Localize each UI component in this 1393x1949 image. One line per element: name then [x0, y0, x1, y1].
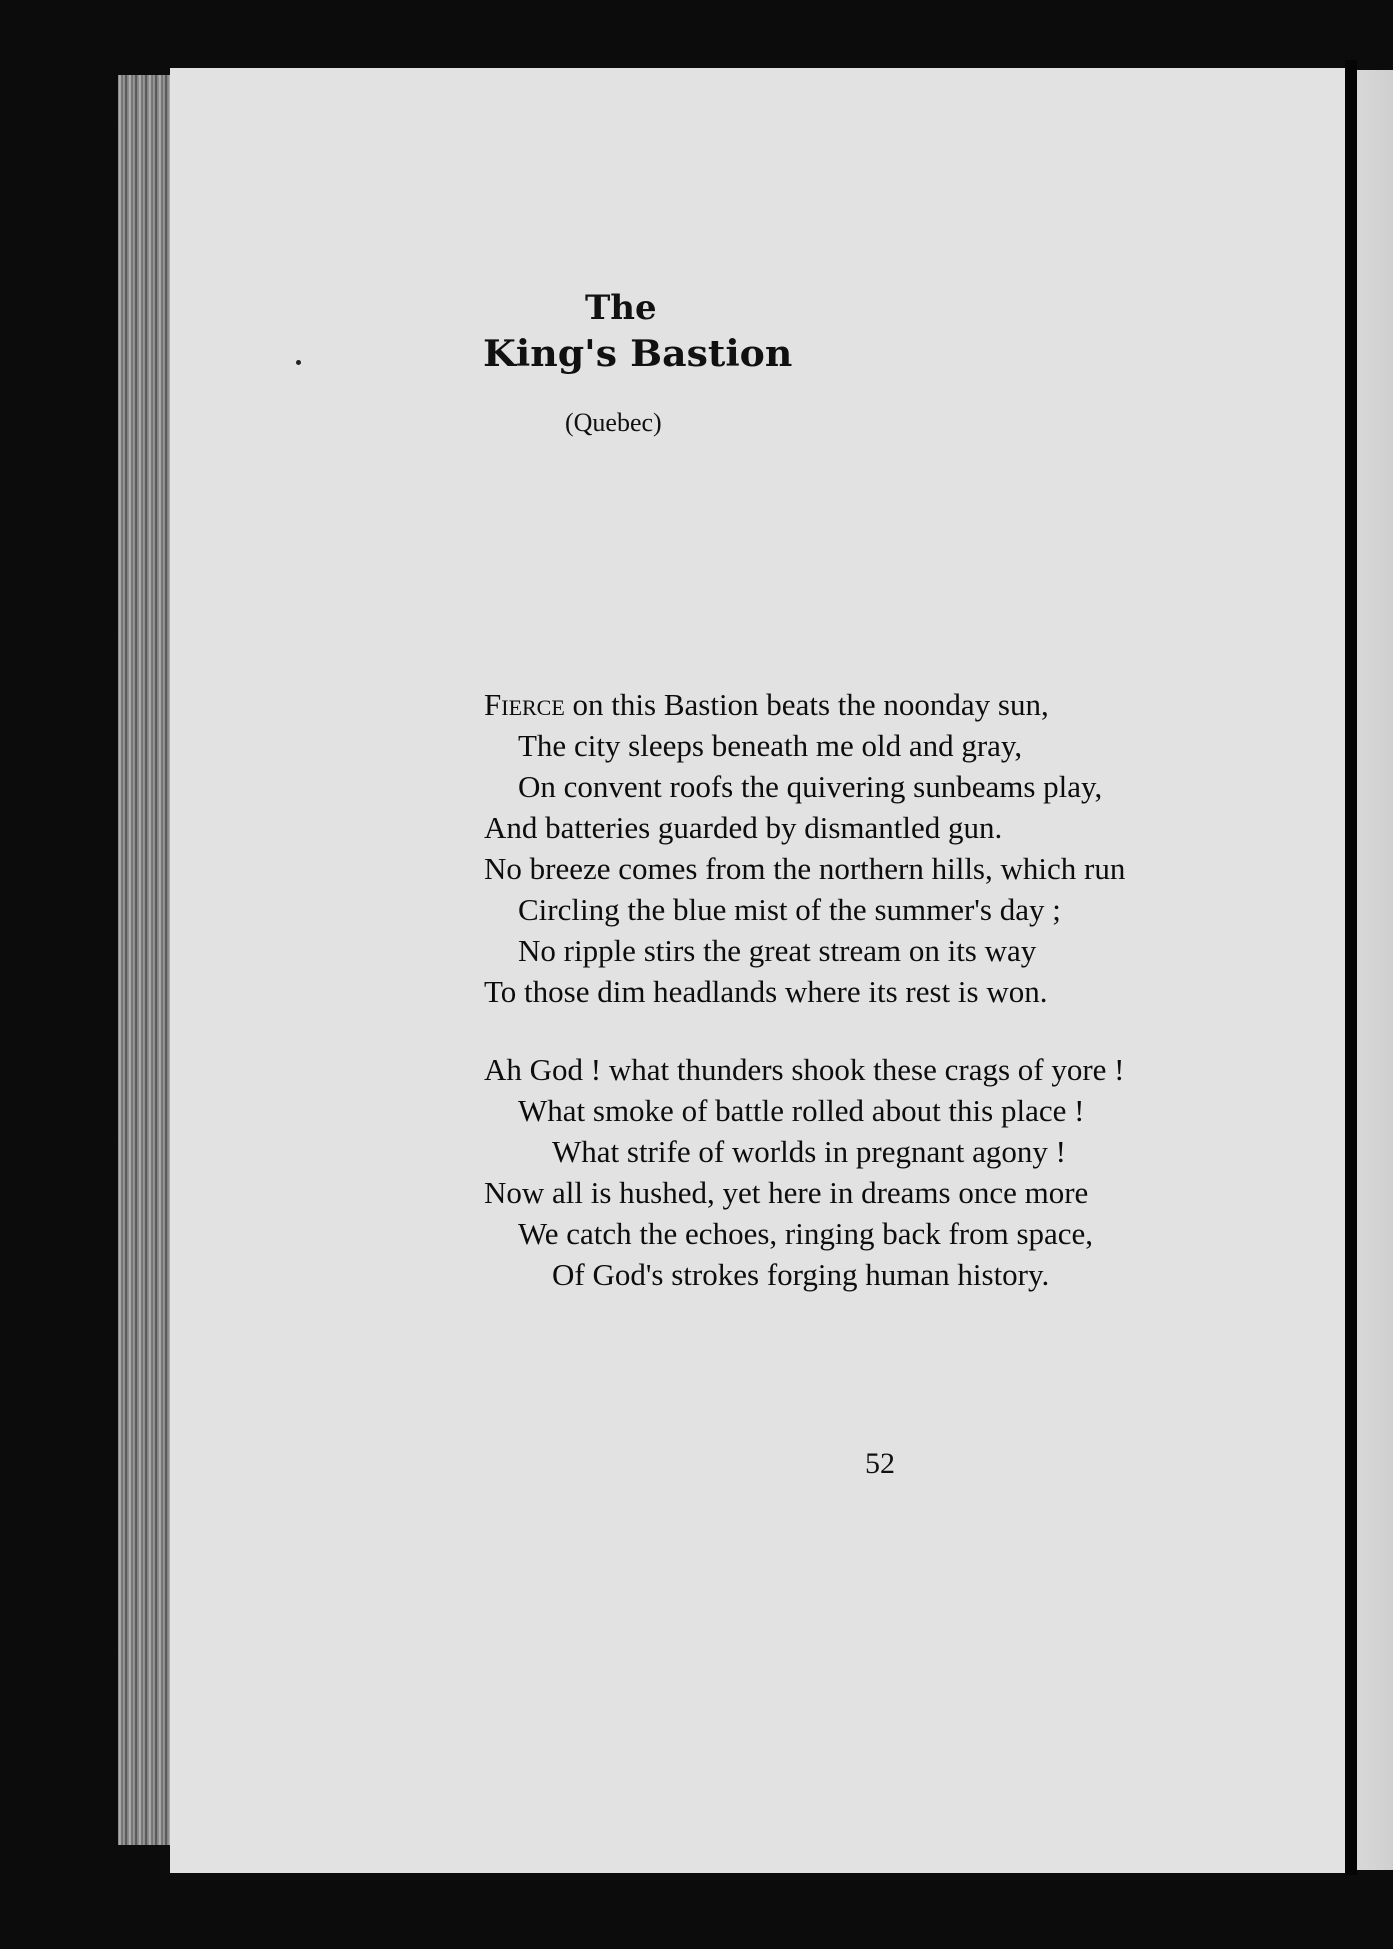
poem-line: No breeze comes from the northern hills, which run	[484, 851, 1126, 886]
book-page-edges	[118, 75, 178, 1845]
poem-title: King's Bastion	[483, 333, 793, 375]
poem-line: What strife of worlds in pregnant agony !	[552, 1134, 1066, 1169]
poem-line: Of God's strokes forging human history.	[552, 1257, 1050, 1292]
book-gutter	[1345, 60, 1357, 1875]
poem-line-lead-word: Fierce	[484, 687, 565, 722]
facing-page-edge	[1357, 70, 1393, 1870]
poem-title-article: The	[585, 288, 657, 328]
poem-stanza-2	[484, 1049, 1125, 1295]
poem-stanza-1	[484, 684, 1125, 1012]
ink-speck	[296, 360, 301, 365]
poem-line: Now all is hushed, yet here in dreams once more	[484, 1175, 1089, 1210]
poem-line: Circling the blue mist of the summer's day ;	[518, 892, 1061, 927]
poem-line: No ripple stirs the great stream on its way	[518, 933, 1037, 968]
poem-line: The city sleeps beneath me old and gray,	[518, 728, 1023, 763]
poem-line: Ah God ! what thunders shook these crags of yore !	[484, 1052, 1125, 1087]
poem-subtitle: (Quebec)	[565, 408, 662, 437]
poem-line: To those dim headlands where its rest is won.	[484, 974, 1048, 1009]
poem-line	[484, 684, 1125, 725]
poem-line: On convent roofs the quivering sunbeams play,	[518, 769, 1103, 804]
poem-line: And batteries guarded by dismantled gun.	[484, 810, 1003, 845]
poem-line: What smoke of battle rolled about this place !	[518, 1093, 1085, 1128]
poem-line: We catch the echoes, ringing back from space,	[518, 1216, 1094, 1251]
page-number: 52	[865, 1447, 895, 1480]
poem-line-text: on this Bastion beats the noonday sun,	[564, 687, 1049, 722]
